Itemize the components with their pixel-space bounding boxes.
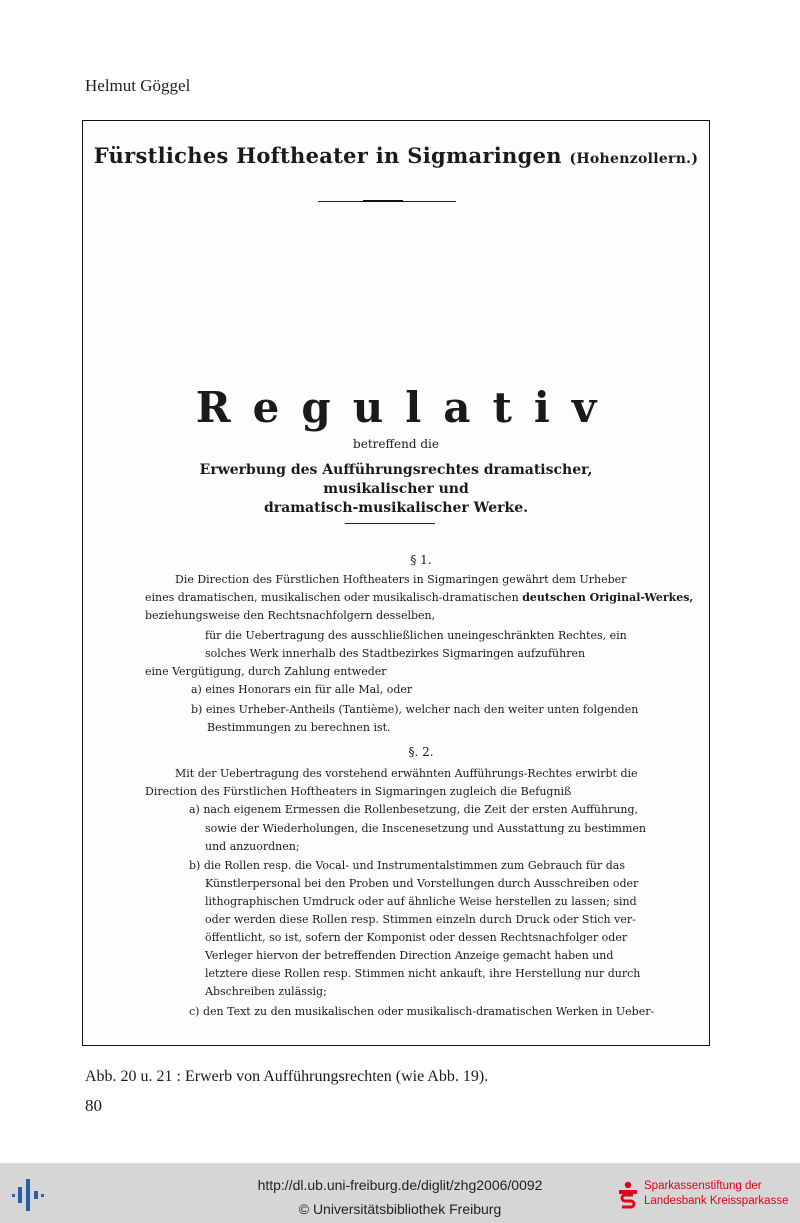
- s1-line-2-text: eines dramatischen, musikalischen oder musikalisch-dramatischen: [145, 591, 523, 604]
- subject-heading: [143, 461, 649, 518]
- s2-line-13: Abschreiben zulässig;: [205, 985, 327, 998]
- permalink-url[interactable]: http://dl.ub.uni-freiburg.de/diglit/zhg2006/0092: [257, 1177, 543, 1193]
- s2-line-3: a) nach eigenem Ermessen die Rollenbesetzung, die Zeit der ersten Aufführung,: [189, 803, 639, 816]
- document-title-sub: (Hohenzollern.): [569, 151, 699, 167]
- section-1-mark: § 1.: [410, 553, 432, 567]
- sponsor-line-2: Landesbank Kreissparkasse: [644, 1195, 789, 1207]
- s1-line-8: b) eines Urheber-Antheils (Tantième), welcher nach den weiter unten folgenden: [191, 703, 639, 716]
- page-number: 80: [85, 1096, 102, 1115]
- s2-line-11: Verleger hiervon der betreffenden Direction Anzeige gemacht haben und: [205, 949, 614, 962]
- s2-line-14: c) den Text zu den musikalischen oder musikalisch-dramatischen Werken in Ueber-: [189, 1005, 655, 1018]
- s1-line-2: [145, 590, 693, 606]
- document-scan: [82, 120, 710, 1046]
- copyright-notice: © Universitätsbibliothek Freiburg: [298, 1201, 502, 1217]
- subject-rule: [345, 523, 435, 524]
- s2-line-9: oder werden diese Rollen resp. Stimmen einzeln durch Druck oder Stich ver-: [205, 913, 636, 926]
- s1-line-6: eine Vergütigung, durch Zahlung entweder: [145, 665, 387, 678]
- s2-line-5: und anzuordnen;: [205, 840, 300, 853]
- sparkasse-logo-icon: [618, 1181, 638, 1211]
- regulativ-heading: Regulativ: [195, 383, 619, 432]
- s2-line-10: öffentlicht, so ist, sofern der Komponist oder dessen Rechtsnachfolger oder: [205, 931, 628, 944]
- subject-line-1: Erwerbung des Aufführungsrechtes dramatischer, musikalischer und: [199, 462, 593, 497]
- s1-line-3: beziehungsweise den Rechtsnachfolgern desselben,: [145, 609, 436, 622]
- s1-line-7: a) eines Honorars ein für alle Mal, oder: [191, 683, 413, 696]
- s1-line-2-bold: deutschen Original-Werkes,: [522, 591, 694, 604]
- viewer-footer: [0, 1163, 800, 1223]
- sponsor-block[interactable]: [618, 1179, 798, 1215]
- running-head: Helmut Göggel: [85, 76, 191, 95]
- s2-line-1: Mit der Uebertragung des vorstehend erwähnten Aufführungs-Rechtes erwirbt die: [175, 767, 638, 780]
- document-title-main: Fürstliches Hoftheater in Sigmaringen: [93, 143, 562, 168]
- s2-line-6: b) die Rollen resp. die Vocal- und Instrumentalstimmen zum Gebrauch für das: [189, 859, 625, 872]
- figure-caption: Abb. 20 u. 21 : Erwerb von Aufführungsrechten (wie Abb. 19).: [85, 1068, 489, 1085]
- sponsor-text: [644, 1179, 788, 1209]
- s1-line-5: solches Werk innerhalb des Stadtbezirkes Sigmaringen aufzuführen: [205, 647, 586, 660]
- document-title: [83, 143, 709, 168]
- s2-line-4: sowie der Wiederholungen, die Inscenesetzung und Ausstattung zu bestimmen: [205, 822, 646, 835]
- section-2-mark: §. 2.: [408, 745, 434, 759]
- betreffend-line: betreffend die: [353, 437, 439, 451]
- sponsor-line-1: Sparkassenstiftung der: [644, 1180, 762, 1192]
- s2-line-12: letztere diese Rollen resp. Stimmen nicht ankauft, ihre Herstellung nur durch: [205, 967, 641, 980]
- title-rule-center: [363, 200, 403, 202]
- s2-line-8: lithographischen Umdruck oder auf ähnliche Weise herstellen zu lassen; sind: [205, 895, 637, 908]
- s2-line-7: Künstlerpersonal bei den Proben und Vorstellungen durch Ausschreiben oder: [205, 877, 639, 890]
- s2-line-2: Direction des Fürstlichen Hoftheaters in Sigmaringen zugleich die Befugniß: [145, 785, 572, 798]
- s1-line-9: Bestimmungen zu berechnen ist.: [207, 721, 391, 734]
- s1-line-4: für die Uebertragung des ausschließlichen uneingeschränkten Rechtes, ein: [205, 629, 627, 642]
- subject-line-2: dramatisch-musikalischer Werke.: [264, 500, 528, 516]
- s1-line-1: Die Direction des Fürstlichen Hoftheaters in Sigmaringen gewährt dem Urheber: [175, 573, 627, 586]
